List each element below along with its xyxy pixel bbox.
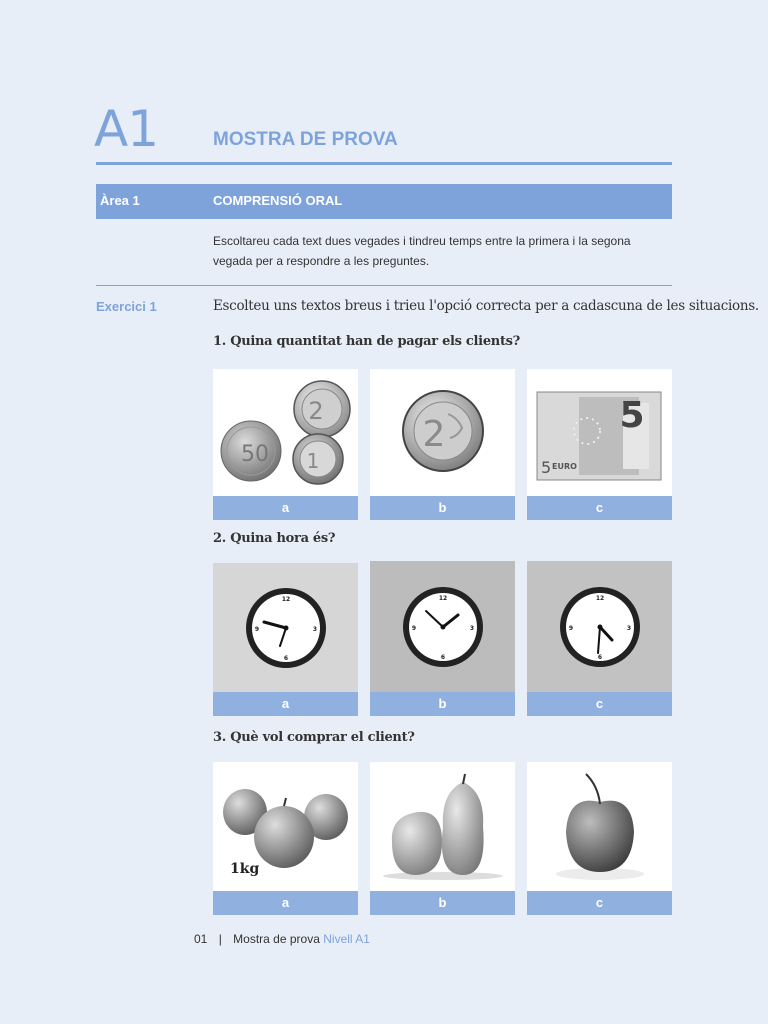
svg-text:3: 3	[626, 625, 632, 632]
q2-option-b[interactable]	[370, 561, 515, 716]
q3-option-a[interactable]	[213, 762, 358, 915]
question-1: 1. Quina quantitat han de pagar els clients?	[213, 334, 520, 349]
coin-2-euro-icon	[370, 369, 515, 496]
q1-option-c[interactable]	[527, 369, 672, 520]
q2-option-c[interactable]	[527, 561, 672, 716]
svg-text:50: 50	[241, 442, 269, 467]
option-label: a	[213, 891, 358, 915]
area-label: Àrea 1	[100, 193, 140, 208]
svg-text:2: 2	[422, 414, 446, 455]
q3-option-b[interactable]	[370, 762, 515, 915]
note-text: EURO	[552, 462, 577, 471]
svg-text:1: 1	[306, 449, 320, 473]
q2-option-a[interactable]	[213, 563, 358, 716]
option-label: b	[370, 692, 515, 716]
svg-text:6: 6	[283, 655, 289, 662]
clock-icon	[370, 561, 515, 692]
note-value: 5	[619, 395, 645, 436]
footer-text: Mostra de prova	[233, 932, 320, 946]
banknote-5-euro-icon	[527, 369, 672, 496]
weight-label: 1kg	[230, 861, 260, 877]
svg-text:9: 9	[411, 625, 417, 632]
q3-option-c[interactable]	[527, 762, 672, 915]
clock-icon	[213, 563, 358, 692]
header-divider	[96, 162, 672, 165]
footer-separator: |	[218, 932, 222, 946]
option-label: c	[527, 891, 672, 915]
exercise-label: Exercici 1	[96, 299, 157, 314]
svg-text:3: 3	[312, 626, 318, 633]
intro-text: Escoltareu cada text dues vegades i tindreu temps entre la primera i la segona vegada per a respondre a les preguntes.	[213, 234, 631, 268]
option-label: b	[370, 496, 515, 520]
page-number: 01	[194, 932, 208, 946]
svg-text:12: 12	[438, 595, 448, 602]
section-divider	[96, 285, 672, 286]
apples-1kg-icon	[213, 762, 358, 891]
svg-text:6: 6	[440, 654, 446, 661]
area-band	[96, 184, 672, 219]
clock-icon	[527, 561, 672, 692]
option-label: c	[527, 692, 672, 716]
area-title: COMPRENSIÓ ORAL	[213, 193, 343, 208]
page-title: MOSTRA DE PROVA	[213, 129, 398, 150]
q1-option-b[interactable]	[370, 369, 515, 520]
svg-text:12: 12	[595, 595, 605, 602]
option-label: c	[527, 496, 672, 520]
exercise-instruction: Escolteu uns textos breus i trieu l'opció correcta per a cadascuna de les situacions.	[213, 298, 759, 314]
option-label: a	[213, 692, 358, 716]
svg-text:2: 2	[308, 397, 324, 425]
option-label: a	[213, 496, 358, 520]
svg-text:12: 12	[281, 596, 291, 603]
footer-level: Nivell A1	[323, 932, 370, 946]
pears-icon	[370, 762, 515, 891]
level-heading: A1	[94, 100, 159, 158]
svg-text:9: 9	[254, 626, 260, 633]
option-label: b	[370, 891, 515, 915]
question-2: 2. Quina hora és?	[213, 531, 336, 546]
svg-text:6: 6	[597, 654, 603, 661]
single-apple-icon	[527, 762, 672, 891]
footer	[194, 932, 370, 946]
svg-text:9: 9	[568, 625, 574, 632]
question-3: 3. Què vol comprar el client?	[213, 730, 415, 745]
svg-text:3: 3	[469, 625, 475, 632]
svg-text:5: 5	[541, 458, 552, 477]
coins-50c-2e-1e-icon	[213, 369, 358, 496]
q1-option-a[interactable]	[213, 369, 358, 520]
